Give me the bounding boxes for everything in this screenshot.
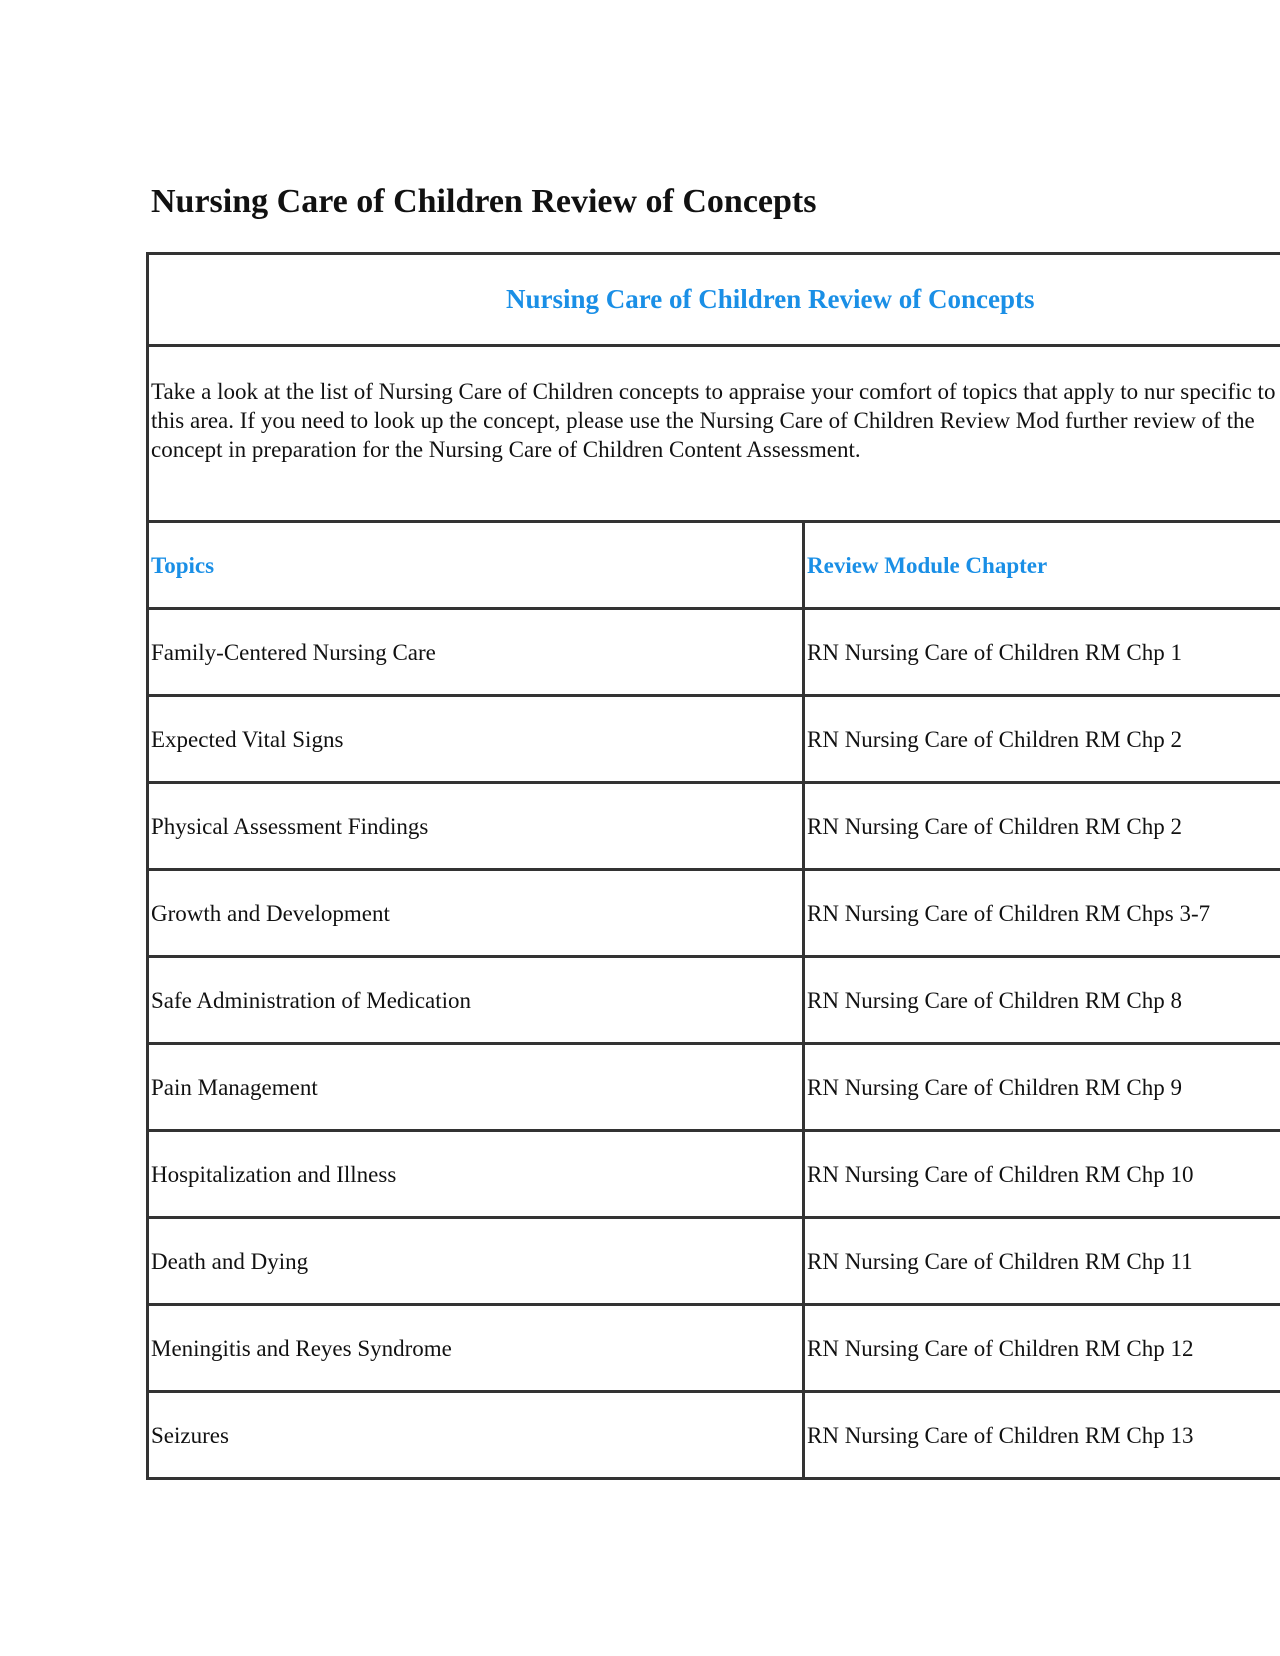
chapter-cell: RN Nursing Care of Children RM Chp 12 (804, 1305, 1280, 1392)
table-row (148, 1218, 1280, 1305)
table-row (148, 870, 1280, 957)
table-heading: Nursing Care of Children Review of Concepts (148, 254, 1280, 346)
topic-cell: Safe Administration of Medication (148, 957, 804, 1044)
chapter-cell: RN Nursing Care of Children RM Chp 2 (804, 696, 1280, 783)
table-row (148, 1305, 1280, 1392)
chapter-cell: RN Nursing Care of Children RM Chp 10 (804, 1131, 1280, 1218)
chapter-cell: RN Nursing Care of Children RM Chp 8 (804, 957, 1280, 1044)
topic-cell: Family-Centered Nursing Care (148, 609, 804, 696)
table-title-row (148, 254, 1280, 346)
table-row (148, 696, 1280, 783)
topic-cell: Physical Assessment Findings (148, 783, 804, 870)
chapter-cell: RN Nursing Care of Children RM Chps 3-7 (804, 870, 1280, 957)
column-header-row (148, 522, 1280, 609)
chapter-cell: RN Nursing Care of Children RM Chp 13 (804, 1392, 1280, 1479)
chapter-cell: RN Nursing Care of Children RM Chp 9 (804, 1044, 1280, 1131)
topic-cell: Seizures (148, 1392, 804, 1479)
intro-row (148, 346, 1280, 522)
table-row (148, 783, 1280, 870)
table-row (148, 609, 1280, 696)
table-row (148, 957, 1280, 1044)
table-row (148, 1044, 1280, 1131)
chapter-cell: RN Nursing Care of Children RM Chp 1 (804, 609, 1280, 696)
column-header-topics: Topics (148, 522, 804, 609)
intro-cell (148, 346, 1280, 522)
topic-cell: Growth and Development (148, 870, 804, 957)
topic-cell: Death and Dying (148, 1218, 804, 1305)
topic-cell: Hospitalization and Illness (148, 1131, 804, 1218)
topic-cell: Expected Vital Signs (148, 696, 804, 783)
chapter-cell: RN Nursing Care of Children RM Chp 2 (804, 783, 1280, 870)
table-row (148, 1392, 1280, 1479)
table-row (148, 1131, 1280, 1218)
concepts-table (146, 252, 1280, 1480)
column-header-chapter: Review Module Chapter (804, 522, 1280, 609)
topic-cell: Pain Management (148, 1044, 804, 1131)
document-title: Nursing Care of Children Review of Concepts (151, 183, 817, 220)
intro-text: Take a look at the list of Nursing Care of Children concepts to appraise your comfort of topics that apply to nur specific to this area. If you need to look up the concept, please use the Nursing Care of Children Review Mod further review of the concept in preparation for the Nursing Care of Children Content Assessment. (151, 379, 1276, 462)
topic-cell: Meningitis and Reyes Syndrome (148, 1305, 804, 1392)
chapter-cell: RN Nursing Care of Children RM Chp 11 (804, 1218, 1280, 1305)
